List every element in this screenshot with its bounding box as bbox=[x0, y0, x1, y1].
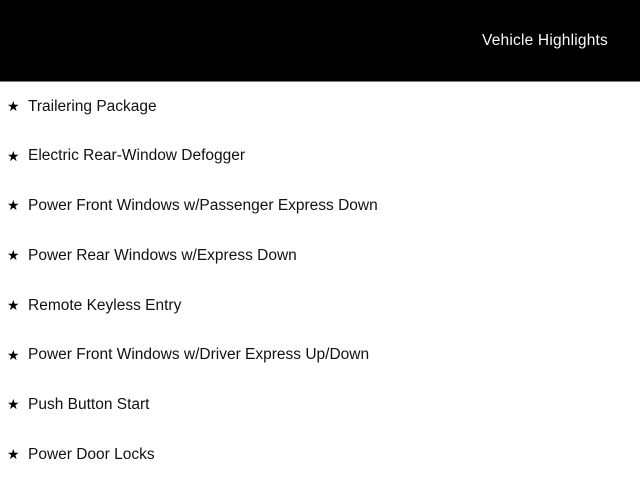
star-icon: ★ bbox=[7, 296, 20, 313]
list-item bbox=[0, 430, 640, 480]
page-title: Vehicle Highlights bbox=[482, 31, 608, 49]
star-icon: ★ bbox=[7, 147, 20, 164]
star-icon: ★ bbox=[7, 346, 20, 363]
list-item-label: Push Button Start bbox=[28, 396, 150, 414]
list-item bbox=[0, 231, 640, 281]
list-item-label: Electric Rear-Window Defogger bbox=[28, 147, 246, 165]
star-icon: ★ bbox=[7, 247, 20, 264]
list-item bbox=[0, 331, 640, 381]
list-item-label: Power Front Windows w/Passenger Express Down bbox=[28, 197, 378, 215]
star-icon: ★ bbox=[7, 197, 20, 214]
list-item-label: Power Rear Windows w/Express Down bbox=[28, 246, 297, 264]
list-item-label: Remote Keyless Entry bbox=[28, 296, 182, 314]
star-icon: ★ bbox=[7, 396, 20, 413]
list-item bbox=[0, 82, 640, 132]
list-item-label: Trailering Package bbox=[28, 97, 157, 115]
list-item-label: Power Front Windows w/Driver Express Up/Down bbox=[28, 346, 370, 364]
header-bar bbox=[0, 0, 640, 82]
list-item bbox=[0, 381, 640, 431]
star-icon: ★ bbox=[7, 446, 20, 463]
list-item bbox=[0, 281, 640, 331]
highlights-list bbox=[0, 82, 640, 480]
list-item bbox=[0, 132, 640, 182]
list-item bbox=[0, 182, 640, 232]
list-item-label: Power Door Locks bbox=[28, 445, 155, 463]
star-icon: ★ bbox=[7, 97, 20, 114]
